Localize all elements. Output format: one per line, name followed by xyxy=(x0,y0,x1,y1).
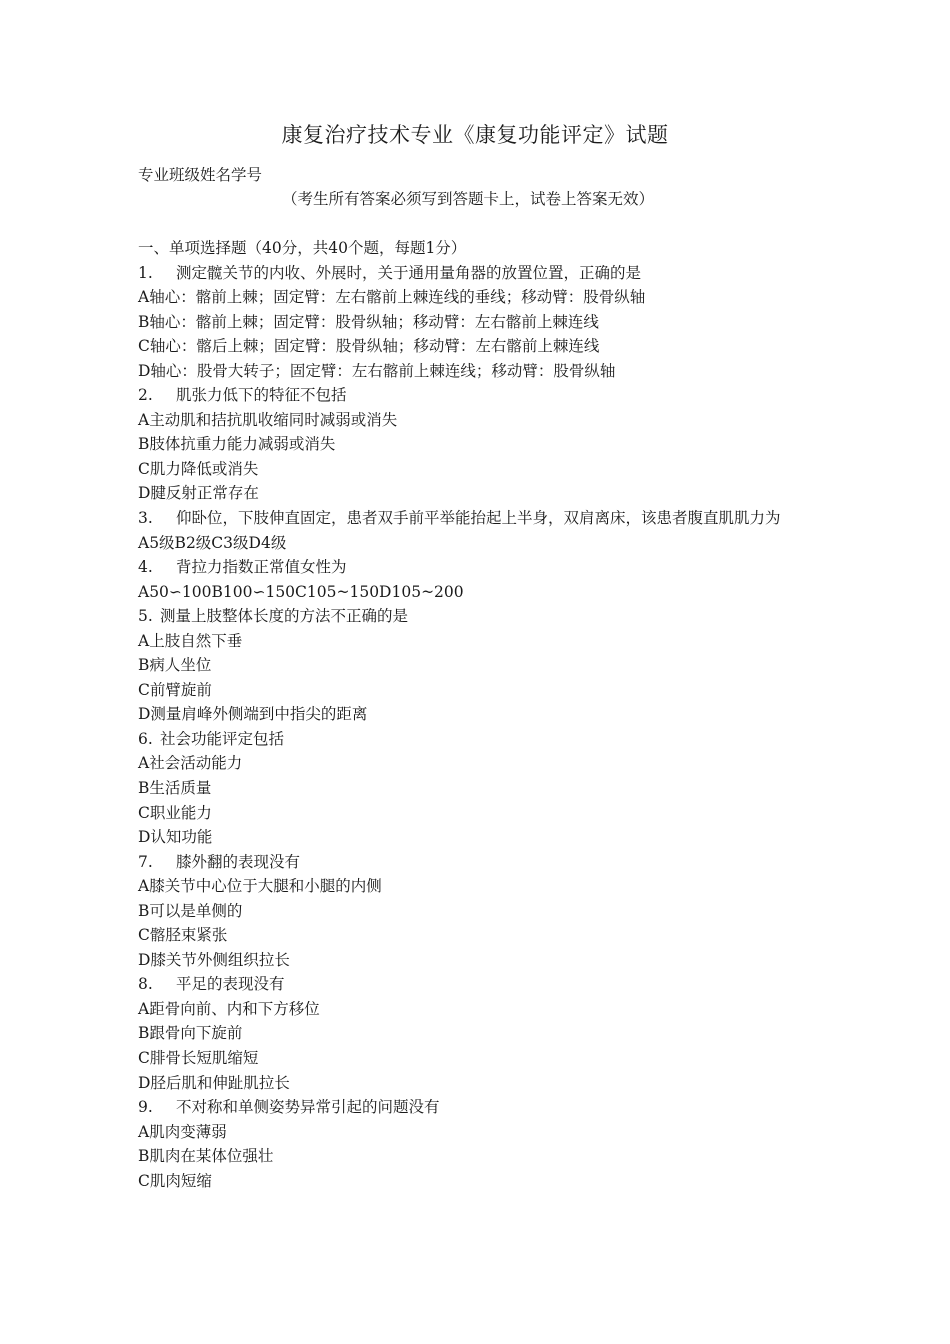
section-heading: 一、单项选择题（40分，共40个题，每题1分） xyxy=(138,239,467,257)
question-number: 9. xyxy=(138,1098,153,1117)
question-1 xyxy=(138,261,818,286)
question-text: 测定髋关节的内收、外展时，关于通用量角器的放置位置，正确的是 xyxy=(176,263,642,282)
option: A社会活动能力 xyxy=(138,754,243,773)
option: A轴心：髂前上棘；固定臂：左右髂前上棘连线的垂线；移动臂：股骨纵轴 xyxy=(138,288,646,307)
question-number: 1. xyxy=(138,263,153,282)
option: C轴心：髂后上棘；固定臂：股骨纵轴；移动臂：左右髂前上棘连线 xyxy=(138,337,600,356)
option: A距骨向前、内和下方移位 xyxy=(138,999,320,1018)
question-3 xyxy=(138,508,818,528)
option: D测量肩峰外侧端到中指尖的距离 xyxy=(138,705,368,724)
question-number: 7. xyxy=(138,852,153,871)
option: A上肢自然下垂 xyxy=(138,631,243,650)
question-number: 8. xyxy=(138,975,153,994)
question-7 xyxy=(138,850,818,875)
option: D腱反射正常存在 xyxy=(138,484,259,503)
question-text: 肌张力低下的特征不包括 xyxy=(176,386,347,405)
option: A肌肉变薄弱 xyxy=(138,1122,227,1141)
question-4 xyxy=(138,555,818,580)
option: D膝关节外侧组织拉长 xyxy=(138,950,290,969)
question-text: 仰卧位，下肢伸直固定，患者双手前平举能抬起上半身，双肩离床，该患者腹直肌肌力为 xyxy=(176,509,781,528)
question-number: 2. xyxy=(138,386,153,405)
option: B可以是单侧的 xyxy=(138,901,243,920)
option: C肌肉短缩 xyxy=(138,1171,212,1190)
option: C职业能力 xyxy=(138,803,212,822)
option: D认知功能 xyxy=(138,828,213,847)
option: A膝关节中心位于大腿和小腿的内侧 xyxy=(138,877,382,896)
question-text: 膝外翻的表现没有 xyxy=(176,852,301,871)
option: B轴心：髂前上棘；固定臂：股骨纵轴；移动臂：左右髂前上棘连线 xyxy=(138,312,599,331)
question-number: 6. xyxy=(138,729,153,748)
option: D轴心：股骨大转子；固定臂：左右髂前上棘连线；移动臂：股骨纵轴 xyxy=(138,361,616,380)
question-9 xyxy=(138,1095,818,1120)
question-6 xyxy=(138,727,818,752)
question-8 xyxy=(138,972,818,997)
exam-notice: （考生所有答案必须写到答题卡上，试卷上答案无效） xyxy=(281,190,654,208)
question-text: 平足的表现没有 xyxy=(176,975,285,994)
question-2 xyxy=(138,383,818,408)
option: D胫后肌和伸趾肌拉长 xyxy=(138,1073,290,1092)
option: B肌肉在某体位强壮 xyxy=(138,1147,274,1166)
question-number: 4. xyxy=(138,558,153,577)
option: B生活质量 xyxy=(138,778,212,797)
option: A5级B2级C3级D4级 xyxy=(138,533,287,552)
exam-title: 康复治疗技术专业《康复功能评定》试题 xyxy=(281,123,669,147)
option: C前臂旋前 xyxy=(138,680,212,699)
question-text: 测量上肢整体长度的方法不正确的是 xyxy=(160,607,409,626)
exam-body xyxy=(138,236,818,1193)
option: B跟骨向下旋前 xyxy=(138,1024,243,1043)
option: A50∽100B100∽150C105~150D105~200 xyxy=(138,582,464,601)
option: A主动肌和拮抗肌收缩同时减弱或消失 xyxy=(138,410,398,429)
question-5 xyxy=(138,604,818,629)
option: C肌力降低或消失 xyxy=(138,459,259,478)
question-text: 背拉力指数正常值女性为 xyxy=(176,558,347,577)
question-text: 不对称和单侧姿势异常引起的问题没有 xyxy=(176,1098,440,1117)
option: C髂胫束紧张 xyxy=(138,926,228,945)
question-number: 5. xyxy=(138,607,153,626)
option: B肢体抗重力能力减弱或消失 xyxy=(138,435,336,454)
option: C腓骨长短肌缩短 xyxy=(138,1049,259,1067)
question-number: 3. xyxy=(138,509,153,528)
question-text: 社会功能评定包括 xyxy=(160,729,285,748)
student-info-line: 专业班级姓名学号 xyxy=(138,166,263,184)
option: B病人坐位 xyxy=(138,656,212,675)
